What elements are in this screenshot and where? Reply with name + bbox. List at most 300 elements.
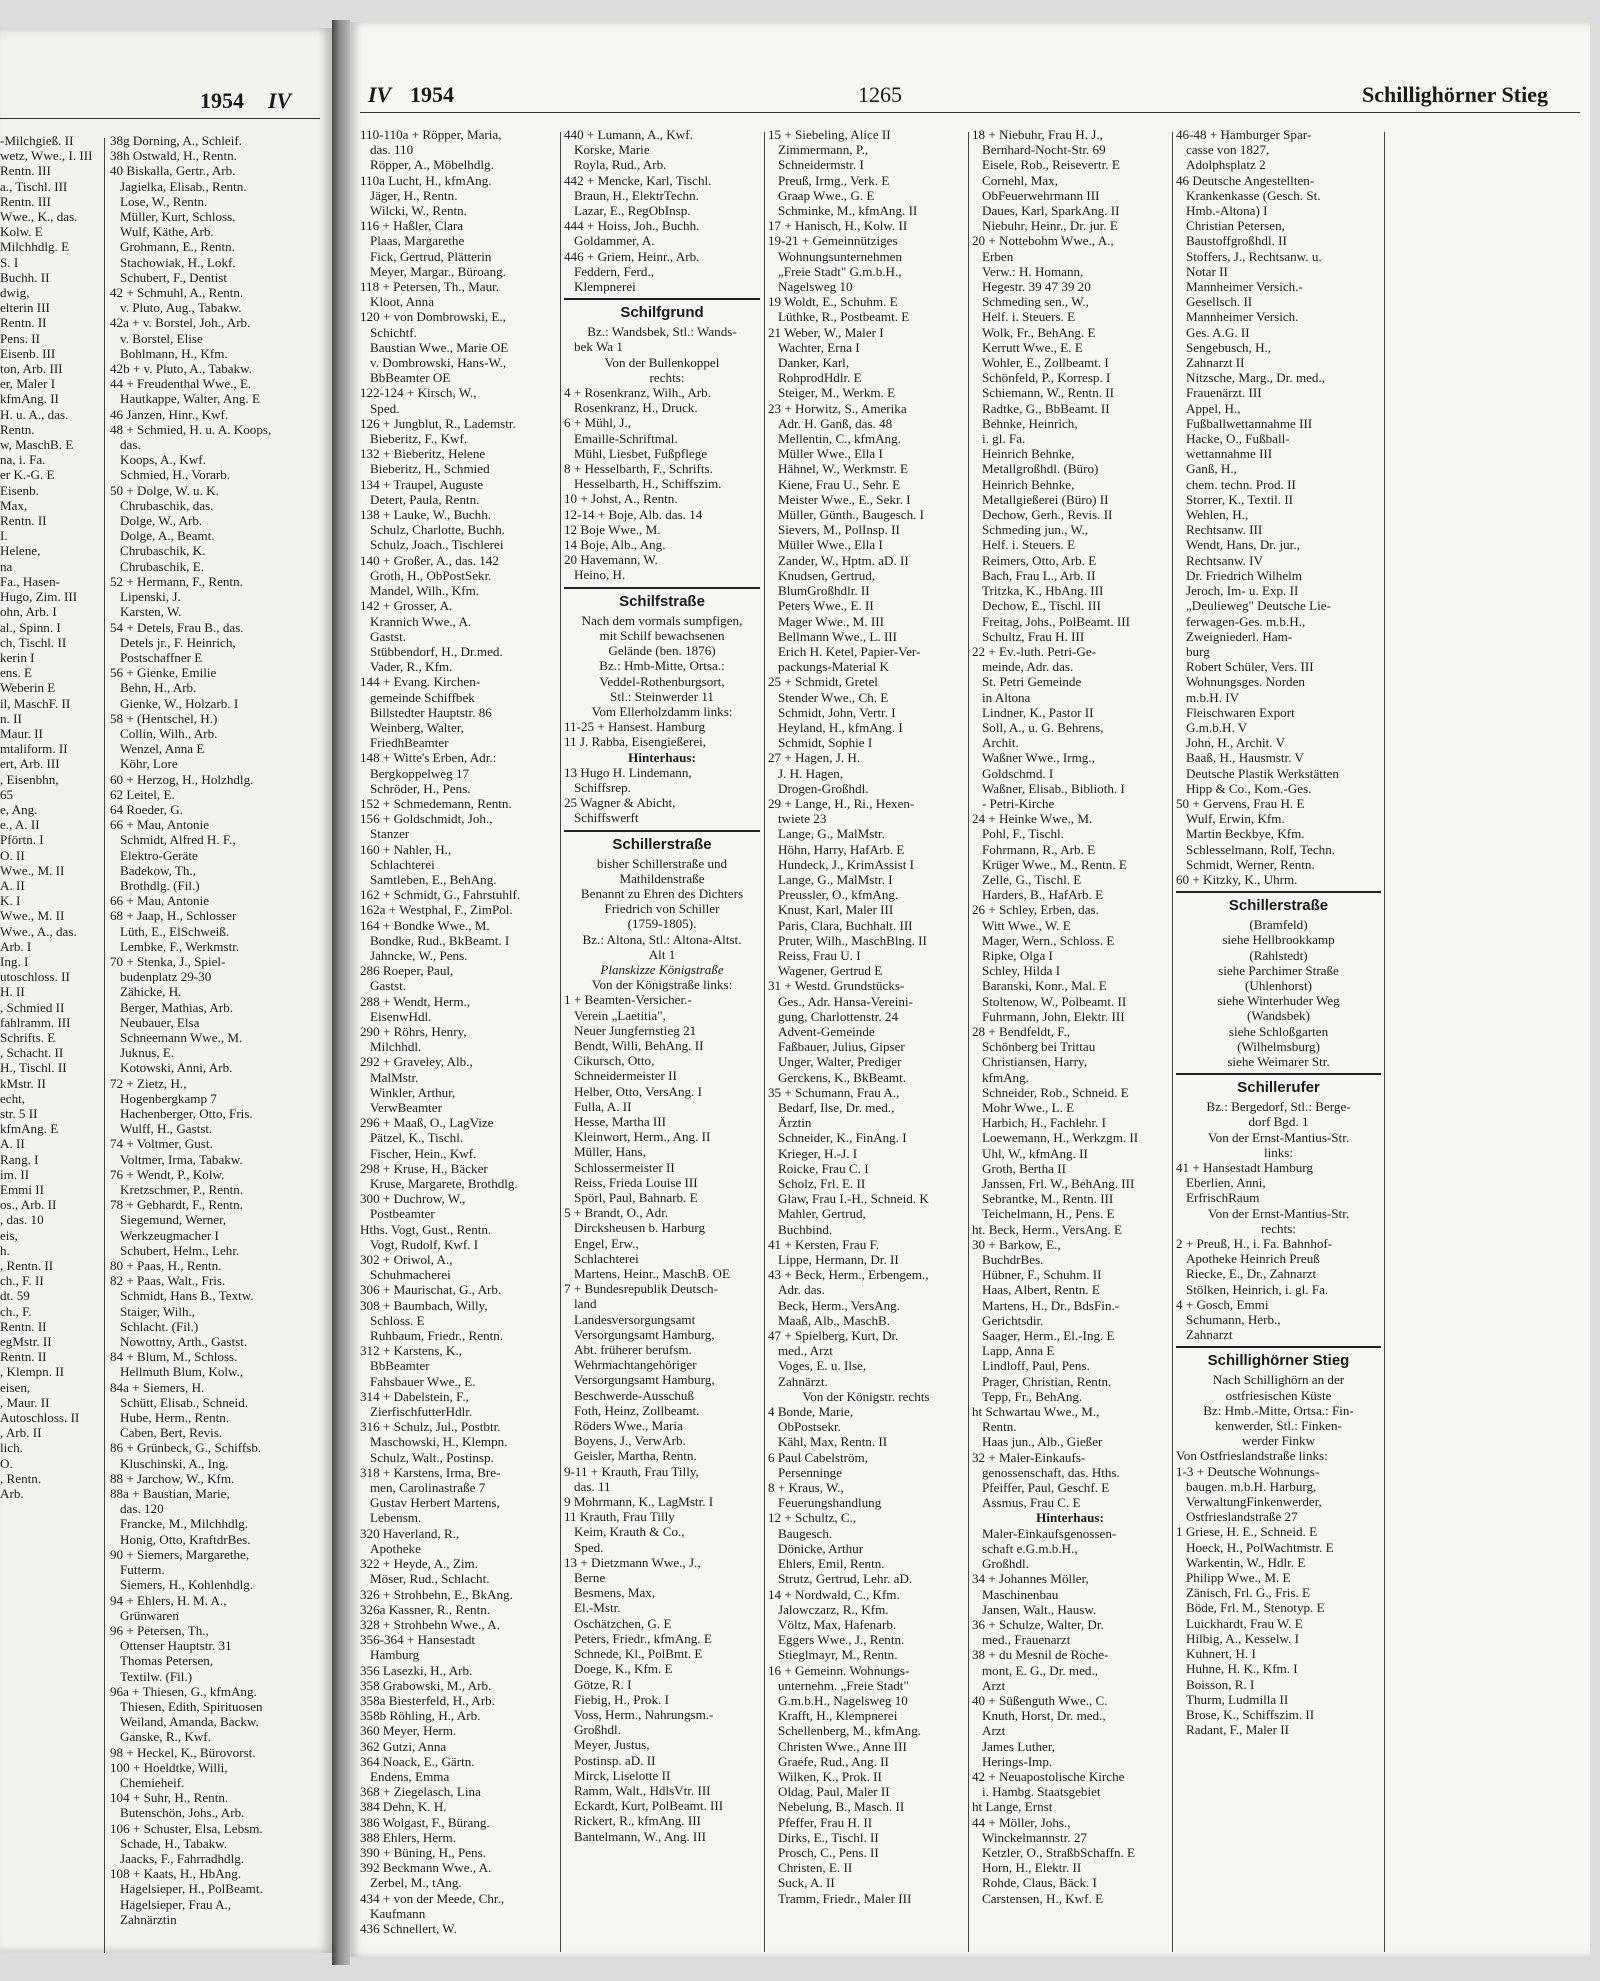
entry-line: 298 + Kruse, H., Bäcker [360, 1160, 488, 1176]
entry-line: Schiffsrep. [574, 779, 631, 795]
entry-line: Appel, H., [1186, 400, 1241, 416]
entry-line: Preussler, O., kfmAng. [778, 887, 899, 903]
entry-line: lich. [0, 1440, 23, 1456]
entry-line: Kotowski, Anni, Arb. [120, 1060, 233, 1076]
entry-line: Ehlers, Emil, Rentn. [778, 1556, 885, 1572]
entry-line: wettannahme III [1186, 446, 1273, 462]
entry-line: Helber, Otto, VersAng. I [574, 1083, 702, 1099]
column-1 [0, 133, 100, 1501]
entry-line: Lose, W., Rentn. [120, 193, 208, 209]
entry-line: Martens, H., Dr., BdsFin.- [982, 1297, 1120, 1313]
entry-line: 98 + Heckel, K., Bürovorst. [110, 1744, 256, 1760]
entry-line: Harders, B., HafArb. E [982, 887, 1104, 903]
entry-line: Ostfrieslandstraße 27 [1186, 1509, 1298, 1525]
entry-line: Persenninge [778, 1464, 842, 1480]
entry-line: 388 Ehlers, Herm. [360, 1829, 456, 1845]
entry-line: Advent-Gemeinde [778, 1023, 875, 1039]
entry-line: 96a + Thiesen, G., kfmAng. [110, 1683, 257, 1699]
entry-line: Heyland, H., kfmAng. I [778, 719, 903, 735]
entry-line: Hacke, O., Fußball- [1186, 431, 1290, 447]
entry-line: Fick, Gertrud, Plätterin [370, 248, 492, 264]
entry-line: Dircksheusen b. Harburg [574, 1220, 706, 1236]
entry-line: Maschinenbau [982, 1586, 1059, 1602]
entry-line: Lüth, E., ElSchweiß. [120, 923, 230, 939]
entry-line: -Milchgieß. II [0, 133, 74, 148]
entry-line: Müller, Hans, [574, 1144, 646, 1160]
entry-line: 46-48 + Hamburger Spar- [1176, 127, 1312, 142]
entry-line: fahlramm. III [0, 1014, 71, 1030]
entry-line: Veddel-Rothenburgsort, [599, 673, 725, 689]
entry-line: Gastst. [370, 628, 407, 644]
entry-line: Jaacks, F., Fahrradhdlg. [120, 1850, 245, 1866]
entry-line: 6 Paul Cabelström, [768, 1449, 869, 1465]
entry-line: Krieger, H.-J. I [778, 1145, 858, 1161]
entry-line: Gerichtsdir. [982, 1312, 1044, 1328]
entry-line: , Maur. II [0, 1394, 50, 1410]
entry-line: mont, E. G., Dr. med., [982, 1662, 1099, 1678]
entry-line: Lange, G., MalMstr. [778, 826, 885, 842]
entry-line: Hths. Vogt, Gust., Rentn. [360, 1221, 492, 1237]
entry-line: Harbich, H., Fachlehr. I [982, 1115, 1106, 1131]
entry-line: Dönicke, Arthur [778, 1540, 864, 1556]
entry-line: 300 + Duchrow, W., [360, 1191, 466, 1207]
entry-line: Ramm, Walt., HdlsVtr. III [574, 1782, 711, 1798]
entry-line: Spörl, Paul, Bahnarb. E [574, 1190, 698, 1205]
entry-line: Tepp, Fr., BehAng. [982, 1388, 1083, 1404]
entry-line: Bz: Hmb.-Mitte, Ortsa.: Fin- [1203, 1402, 1354, 1418]
entry-line: siehe Parchimer Straße [1218, 962, 1339, 978]
entry-line: kfmAng. II [0, 391, 59, 407]
entry-line: John, H., Archit. V [1186, 735, 1286, 751]
entry-line: Müller, Kurt, Schloss. [120, 209, 236, 225]
entry-line: 326 + Strohbehn, E., BkAng. [360, 1586, 513, 1602]
entry-line: os., Arb. II [0, 1197, 57, 1213]
entry-line: 110a Lucht, H., kfmAng. [360, 172, 492, 188]
entry-line: Schubert, F., Dentist [120, 269, 227, 285]
entry-line: Preuß, Irmg., Verk. E [778, 172, 890, 188]
entry-line: schaft e.G.m.b.H., [982, 1540, 1078, 1556]
entry-line: Schmidt, Alfred H. F., [120, 832, 236, 848]
entry-line: Schellenberg, M., kfmAng. [778, 1723, 922, 1739]
entry-line: 64 Roeder, G. [110, 801, 183, 817]
entry-line: 42 + Neuapostolische Kirche [972, 1768, 1125, 1784]
entry-line: Meyer, Justus, [574, 1737, 650, 1753]
entry-line: ert, Arb. III [0, 756, 60, 772]
entry-line: Kerrutt Wwe., E. E [982, 339, 1083, 355]
entry-line: Heino, H. [574, 567, 626, 583]
entry-line: Fleischwaren Export [1186, 704, 1295, 720]
entry-line: Kolw. E [0, 224, 43, 240]
column-3 [360, 127, 556, 1936]
entry-line: er K.-G. E [0, 467, 55, 483]
entry-line: Thomas Petersen, [120, 1653, 214, 1669]
entry-line: Zahnärztin [120, 1911, 177, 1927]
entry-line: siehe Weimarer Str. [1227, 1053, 1330, 1069]
entry-line: w, MaschB. E [0, 437, 74, 453]
column-rule [560, 132, 561, 1952]
entry-line: Goldammer, A. [574, 233, 655, 249]
entry-line: e, Ang. [0, 801, 38, 817]
entry-line: Badekow, Th., [120, 862, 197, 878]
entry-line: Fußballwettannahme III [1186, 415, 1313, 431]
entry-line: Abt. früherer berufsm. [574, 1342, 692, 1358]
entry-line: Drogen-Großhdl. [778, 780, 869, 796]
entry-line: 312 + Karstens, K., [360, 1343, 462, 1359]
entry-line: ht Schwartau Wwe., M., [972, 1404, 1100, 1420]
entry-line: Voges, E. u. Ilse, [778, 1358, 867, 1374]
entry-line: Sievers, M., PolInsp. II [778, 522, 900, 538]
entry-line: Zimmermann, P., [778, 142, 869, 158]
entry-line: Mirck, Liselotte II [574, 1767, 671, 1783]
entry-line: 12 Boje Wwe., M. [564, 521, 661, 537]
entry-line: K. I [0, 893, 21, 909]
entry-line: Teichelmann, H., Pens. E [982, 1206, 1115, 1222]
entry-line: Hogenbergkamp 7 [120, 1090, 217, 1106]
entry-line: Jagielka, Elisab., Rentn. [120, 178, 247, 194]
right-header-rule [360, 112, 1580, 113]
entry-line: G.m.b.H., Nagelsweg 10 [778, 1692, 908, 1708]
entry-line: 1 Griese, H. E., Schneid. E [1176, 1524, 1318, 1540]
entry-line: 156 + Goldschmidt, Joh., [360, 811, 493, 827]
entry-line: bisher Schillerstraße und [596, 855, 728, 871]
entry-line: Verw.: H. Homann, [982, 263, 1084, 279]
entry-line: (Rahlstedt) [1249, 947, 1308, 963]
entry-line: Mannheimer Versich. [1186, 309, 1299, 325]
entry-line: ObPostsekr. [778, 1419, 841, 1435]
entry-line: kMstr. II [0, 1075, 46, 1091]
entry-line: 15 + Siebeling, Alice II [768, 127, 891, 142]
entry-line: 43 + Beck, Herm., Erbengem., [768, 1267, 929, 1283]
entry-line: Apotheke Heinrich Preuß [1186, 1251, 1320, 1267]
entry-line: Assmus, Frau C. E [982, 1495, 1081, 1511]
entry-line: Müller, Günth., Baugesch. I [778, 507, 925, 523]
entry-line: Meyer, Margar., Büroang. [370, 263, 506, 279]
entry-line: Notar II [1186, 263, 1228, 279]
entry-line: RohprodHdlr. E [778, 370, 862, 386]
entry-line: Scholz, Frl. E. II [778, 1176, 866, 1192]
entry-line: Versorgungsamt Hamburg, [574, 1326, 715, 1342]
entry-line: Juknus, E. [120, 1045, 175, 1061]
entry-line: med., Arzt [778, 1343, 833, 1359]
entry-line: Maaß, Alb., MaschB. [778, 1312, 891, 1328]
entry-line: Arb. [0, 1486, 24, 1502]
entry-line: Arzt [982, 1723, 1006, 1739]
street-heading: Schillerufer [1176, 1073, 1381, 1099]
entry-line: h. [0, 1242, 10, 1258]
entry-line: Thiesen, Edith, Spirituosen [120, 1698, 263, 1714]
entry-line: Janssen, Frl. W., BehAng. III [982, 1176, 1135, 1192]
entry-line: Schönberg bei Trittau [982, 1039, 1096, 1055]
entry-line: Ges. A.G. II [1186, 324, 1250, 340]
entry-line: , das. 10 [0, 1212, 44, 1228]
entry-line: Emaille-Schriftmal. [574, 430, 678, 446]
column-4 [564, 127, 760, 1844]
entry-line: 18 + Niebuhr, Frau H. J., [972, 127, 1103, 142]
entry-line: Schmidt, John, Vertr. I [778, 704, 896, 720]
entry-line: Caben, Bert, Revis. [120, 1425, 223, 1441]
entry-line: Hesselbarth, H., Schiffszim. [574, 476, 722, 492]
entry-line: Arb. I [0, 938, 32, 954]
entry-line: 44 + Freudenthal Wwe., E. [110, 376, 252, 392]
entry-line: Suck, A. II [778, 1875, 835, 1891]
entry-line: Tritzka, K., HbAng. III [982, 583, 1104, 599]
entry-line: Versorgungsamt Hamburg, [574, 1372, 715, 1388]
entry-line: Cikursch, Otto, [574, 1053, 655, 1069]
entry-line: Roicke, Frau C. I [778, 1160, 869, 1176]
entry-line: Steiger, M., Werkm. E [778, 385, 896, 401]
entry-line: Rickert, R., kfmAng. III [574, 1813, 701, 1829]
entry-line: Buchh. II [0, 269, 50, 285]
entry-line: Waßner Wwe., Irmg., [982, 750, 1095, 766]
entry-line: 88 + Jarchow, W., Kfm. [110, 1470, 235, 1486]
entry-line: genossenschaft, das. Hths. [982, 1464, 1120, 1480]
entry-line: Hoeck, H., PolWachtmstr. E [1186, 1539, 1334, 1555]
entry-line: 66 + Mau, Antonie [110, 893, 210, 909]
entry-line: Hugo, Zim. III [0, 589, 78, 605]
entry-line: Sped. [370, 400, 400, 416]
entry-line: Friedrich von Schiller [604, 901, 720, 917]
entry-line: Voss, Herm., Nahrungsm.- [574, 1706, 714, 1722]
entry-line: Berne [574, 1570, 606, 1586]
entry-line: Braun, H., ElektrTechn. [574, 187, 699, 203]
entry-line: Maler-Einkaufsgenossen- [982, 1525, 1117, 1541]
entry-line: 368 + Ziegelasch, Lina [360, 1784, 481, 1800]
entry-line: Schlacht. (Fil.) [120, 1318, 199, 1334]
entry-line: 42b + v. Pluto, A., Tabakw. [110, 361, 253, 377]
entry-line: 162a + Westphal, F., ZimPol. [360, 902, 513, 918]
entry-line: Saager, Herm., El.-Ing. E [982, 1328, 1115, 1344]
entry-line: Bergkoppelweg 17 [370, 765, 470, 781]
entry-line: A. II [0, 877, 25, 893]
entry-line: Chrubaschik, E. [120, 558, 205, 574]
entry-line: Ottenser Hauptstr. 31 [120, 1638, 232, 1654]
entry-line: Pätzel, K., Tischl. [370, 1130, 464, 1146]
entry-line: Wendt, Hans, Dr. jur., [1186, 537, 1300, 553]
entry-line: Schlachterei [574, 1250, 639, 1266]
entry-line: Strutz, Gertrud, Lehr. aD. [778, 1571, 913, 1587]
entry-line: 11 Krauth, Frau Tilly [564, 1509, 675, 1525]
entry-line: rechts: [649, 369, 685, 385]
entry-line: Pfeiffer, Paul, Geschf. E [982, 1480, 1110, 1496]
entry-line: A. II [0, 1136, 25, 1152]
entry-line: Grohmann, E., Rentn. [120, 239, 235, 255]
entry-line: Metallgroßhdl. (Büro) [982, 461, 1099, 477]
entry-line: Reimers, Otto, Arb. E [982, 552, 1097, 568]
entry-line: Köhr, Lore [120, 756, 178, 772]
entry-line: Lüthke, R., Postbeamt. E [778, 309, 910, 325]
entry-line: 11 J. Rabba, Eisengießerei, [564, 734, 707, 750]
entry-line: Pförtn. I [0, 832, 44, 848]
entry-line: Rentn. II [0, 513, 47, 529]
column-7 [1176, 127, 1381, 1737]
entry-line: Ing. I [0, 953, 29, 969]
entry-line: Schlachterei [370, 856, 435, 872]
entry-line: (1759-1805). [627, 916, 697, 932]
entry-line: in Altona [982, 689, 1031, 705]
entry-line: Cornehl, Max, [982, 172, 1059, 188]
entry-line: ht Lange, Ernst [972, 1799, 1053, 1815]
entry-line: Schrifts. E [0, 1029, 56, 1045]
entry-line: Schichtf. [370, 324, 417, 340]
entry-line: Mager, Wern., Schloss. E [982, 932, 1115, 948]
entry-line: Nowottny, Arth., Gastst. [120, 1334, 248, 1350]
entry-line: 12 + Schultz, C., [768, 1510, 857, 1526]
entry-line: 29 + Lange, H., Ri., Hexen- [768, 795, 915, 811]
entry-line: 42a + v. Borstel, Joh., Arb. [110, 315, 251, 331]
entry-line: Soll, A., u. G. Behrens, [982, 719, 1104, 735]
entry-line: Helf. i. Steuers. E [982, 537, 1076, 553]
entry-line: 446 + Griem, Heinr., Arb. [564, 248, 700, 264]
entry-line: kerin I [0, 649, 35, 665]
entry-line: 19-21 + Gemeinnütziges [768, 233, 898, 249]
entry-line: Kiene, Frau U., Sehr. E [778, 476, 901, 492]
entry-line: Hamburg [370, 1647, 420, 1663]
entry-line: Schnede, Kl., PolBmt. E [574, 1646, 703, 1662]
entry-line: EisenwHdl. [370, 1008, 432, 1024]
entry-line: Kloot, Anna [370, 294, 435, 310]
entry-line: Pens. II [0, 330, 41, 346]
entry-line: kfmAng. E [0, 1121, 59, 1137]
entry-line: Schröder, H., Pens. [370, 780, 471, 796]
entry-line: Rentn. III [0, 163, 51, 179]
entry-line: 392 Beckmann Wwe., A. [360, 1860, 492, 1876]
entry-line: Martin Beckbye, Kfm. [1186, 826, 1305, 842]
entry-line: Hachenberger, Otto, Fris. [120, 1106, 253, 1121]
left-header-rule [0, 118, 320, 119]
entry-line: Brose, K., Schiffszim. II [1186, 1706, 1315, 1722]
entry-line: ton, Arb. III [0, 361, 63, 377]
entry-line: eisen, [0, 1379, 31, 1395]
entry-line: Von der Bullenkoppel [604, 354, 720, 370]
column-rule [1384, 132, 1385, 1952]
entry-line: wetz, Wwe., I. III [0, 148, 93, 164]
entry-line: Wulf, Käthe, Arb. [120, 224, 214, 240]
entry-line: siehe Schloßgarten [1228, 1023, 1329, 1039]
entry-line: Siegemund, Werner, [120, 1212, 227, 1228]
entry-line: Von Ostfrieslandstraße links: [1176, 1448, 1328, 1464]
entry-line: Knust, Karl, Maler III [778, 902, 894, 918]
entry-line: Werkzeugmacher I [120, 1227, 219, 1243]
entry-line: (Uhlenhorst) [1245, 977, 1312, 993]
entry-line: 94 + Ehlers, H. M. A., [110, 1592, 227, 1608]
entry-line: Apotheke [370, 1540, 421, 1556]
entry-line: 322 + Heyde, A., Zim. [360, 1556, 478, 1572]
entry-line: Loewemann, H., Werkzgm. II [982, 1130, 1139, 1146]
entry-line: 362 Gutzi, Anna [360, 1738, 447, 1754]
entry-line: Bieberitz, H., Schmied [370, 461, 490, 477]
entry-line: BbBeamter [370, 1358, 430, 1374]
entry-line: Archit. [982, 735, 1019, 751]
entry-line: Schönfeld, P., Korresp. I [982, 370, 1111, 386]
entry-line: Schley, Hilda I [982, 963, 1061, 979]
entry-line: utoschloss. II [0, 969, 70, 985]
entry-line: 106 + Schuster, Elsa, Lebsm. [110, 1820, 263, 1836]
entry-line: Von der Ernst-Mantius-Str. [1207, 1129, 1350, 1145]
entry-line: Wwe., A., das. [0, 923, 77, 939]
entry-line: Detert, Paula, Rentn. [370, 491, 480, 507]
entry-line: 140 + Großer, A., das. 142 [360, 552, 499, 568]
entry-line: 440 + Lumann, A., Kwf. [564, 127, 693, 142]
entry-line: Daues, Karl, SparkAng. II [982, 203, 1120, 219]
entry-line: Röpper, A., Möbelhdlg. [370, 157, 494, 173]
entry-line: 54 + Detels, Frau B., das. [110, 619, 244, 635]
entry-line: Schneidermstr. I [778, 157, 864, 173]
entry-line: Chrubaschik, K. [120, 543, 206, 559]
entry-line: Schulz, Joach., Tischlerei [370, 537, 504, 553]
entry-line: 16 + Gemeinn. Wohnungs- [768, 1662, 910, 1678]
entry-line: BuchdrBes. [982, 1252, 1044, 1268]
entry-line: chem. techn. Prod. II [1186, 476, 1296, 492]
entry-line: 160 + Nahler, H., [360, 841, 452, 857]
entry-line: Postbeamter [370, 1206, 435, 1222]
entry-line: Kluschinski, A., Ing. [120, 1455, 229, 1471]
entry-line: Dirks, E., Tischl. II [778, 1829, 879, 1845]
entry-line: Wagener, Gertrud E [778, 963, 883, 979]
entry-line: Neubauer, Elsa [120, 1014, 200, 1030]
entry-line: Butenschön, Johs., Arb. [120, 1805, 245, 1821]
entry-line: 442 + Mencke, Karl, Tischl. [564, 172, 712, 188]
entry-line: Lindloff, Paul, Pens. [982, 1358, 1090, 1374]
entry-line: Dechow, Gerh., Revis. II [982, 507, 1113, 523]
entry-line: - Petri-Kirche [982, 795, 1055, 811]
entry-line: Bohlmann, H., Kfm. [120, 345, 228, 361]
entry-line: 358 Grabowski, M., Arb. [360, 1677, 492, 1693]
entry-line: 302 + Oriwol, A., [360, 1252, 453, 1268]
entry-line: rechts: [1261, 1220, 1296, 1236]
entry-line: ch., F. [0, 1303, 32, 1319]
entry-line: 10 + Johst, A., Rentn. [564, 491, 678, 507]
entry-line: Schulz, Charlotte, Buchh. [370, 522, 505, 538]
entry-line: 4 + Rosenkranz, Wilh., Arb. [564, 385, 711, 401]
entry-line: 84 + Blum, M., Schloss. [110, 1349, 238, 1365]
entry-line: BlumGroßhdlr. II [778, 583, 870, 599]
entry-line: Maschowski, H., Klempn. [370, 1434, 508, 1450]
entry-line: 320 Haverland, R., [360, 1525, 460, 1541]
entry-line: 364 Noack, E., Gärtn. [360, 1753, 475, 1769]
entry-line: Ganske, R., Kwf. [120, 1729, 211, 1745]
entry-line: Lippe, Hermann, Dr. II [778, 1252, 899, 1268]
entry-line: 11-25 + Hansest. Hamburg [564, 719, 706, 735]
entry-line: 108 + Kaats, H., HbAng. [110, 1866, 242, 1882]
entry-line: Rechtsanw. IV [1186, 552, 1263, 568]
column-6 [972, 127, 1168, 1906]
entry-line: Vader, R., Kfm. [370, 659, 453, 675]
entry-line: Jäger, H., Rentn. [370, 187, 458, 203]
entry-line: Lange, G., MalMstr. I [778, 871, 893, 887]
entry-line: Stachowiak, H., Lokf. [120, 254, 236, 270]
entry-line: 46 Janzen, Hinr., Kwf. [110, 406, 229, 422]
entry-line: 27 + Hagen, J. H. [768, 750, 861, 766]
entry-line: 86 + Grünbeck, G., Schiffsb. [110, 1440, 262, 1456]
entry-line: Detels jr., F. Heinrich, [120, 634, 236, 650]
entry-line: Wwe., M. II [0, 908, 65, 924]
entry-line: Witt Wwe., W. E [982, 917, 1071, 933]
entry-line: v. Dombrowski, Hans-W., [370, 355, 507, 371]
entry-line: Zahnärzt. [778, 1373, 828, 1389]
entry-line: S. I [0, 254, 19, 270]
entry-line: egMstr. II [0, 1334, 52, 1350]
entry-line: Schulz, Walt., Postinsp. [370, 1449, 494, 1465]
entry-line: Bedarf, Ilse, Dr. med., [778, 1100, 895, 1115]
entry-line: Berger, Mathias, Arb. [120, 999, 234, 1015]
entry-line: Bz.: Altona, Stl.: Altona-Altst. [582, 931, 742, 947]
entry-line: (Wilhelmsburg) [1237, 1038, 1320, 1054]
entry-line: med., Frauenarzt [982, 1632, 1071, 1648]
entry-line: Bellmann Wwe., L. III [778, 628, 898, 644]
entry-line: Großhdl. [574, 1722, 621, 1738]
entry-line: 288 + Wendt, Herm., [360, 993, 471, 1009]
entry-line: Stieglmayr, M., Rentn. [778, 1647, 898, 1663]
